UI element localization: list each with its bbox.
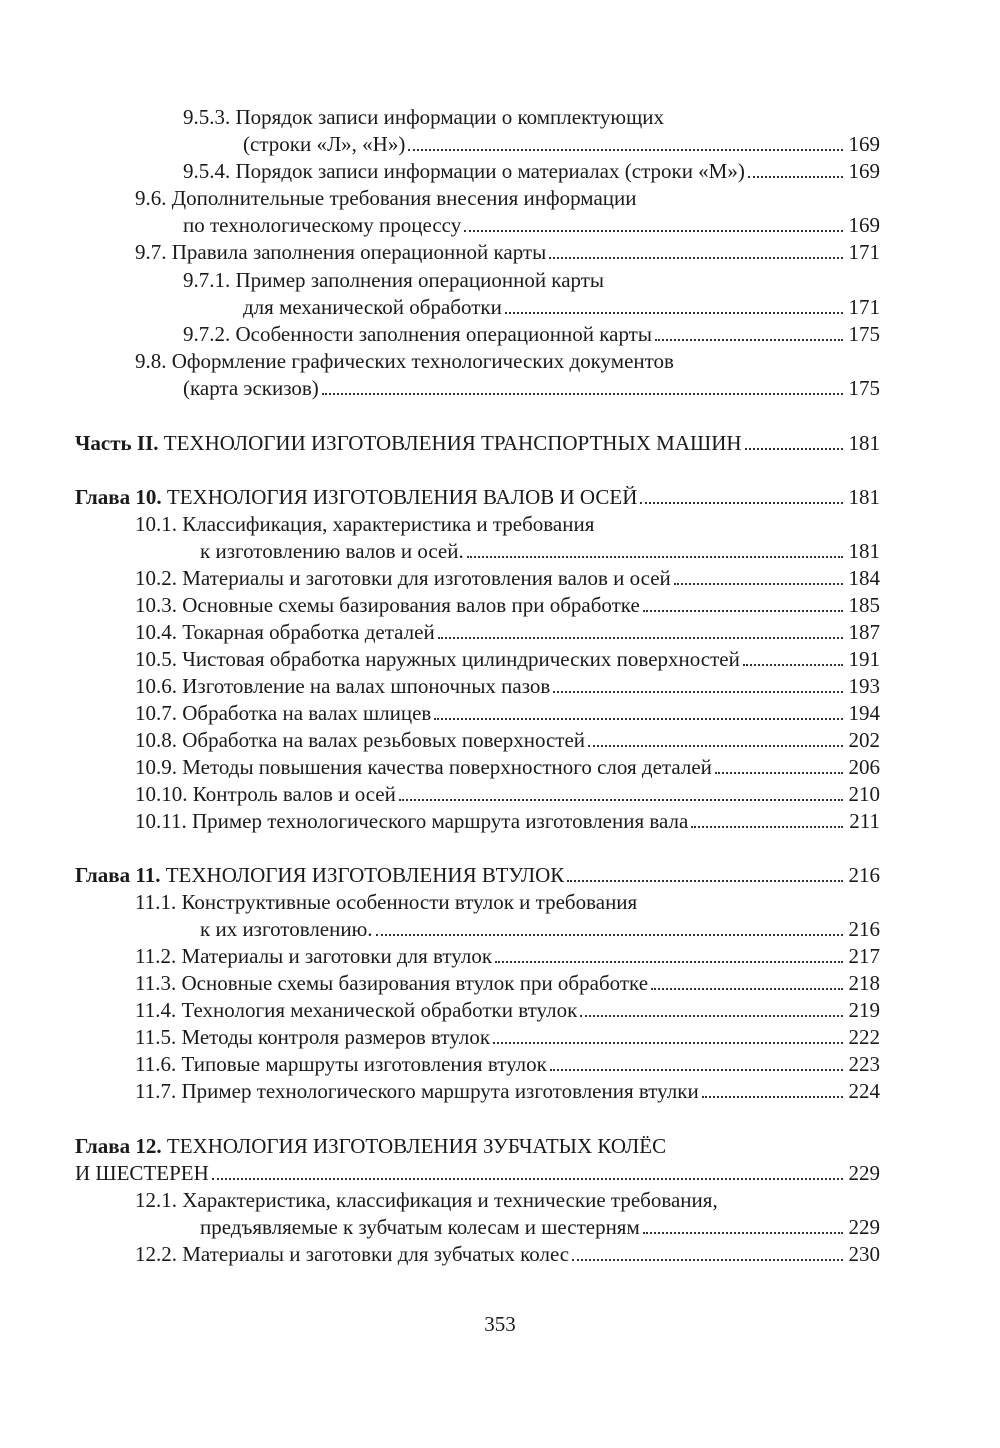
dot-leader [572,1259,843,1261]
toc-entry-29 [135,970,880,996]
toc-entry-24 [135,808,880,834]
toc-entry-page: 216 [848,863,880,887]
toc-entry-title: 10.8. Обработка на валах резьбовых поверхностей [135,728,586,752]
toc-entry-28 [135,943,880,969]
toc-entry-9 [135,348,674,374]
dot-leader [743,664,843,666]
dot-leader [588,745,843,747]
toc-entry-title: 12.2. Материалы и заготовки для зубчатых колес [135,1242,570,1266]
dot-leader [464,230,843,232]
toc-entry-title: 11.4. Технология механической обработки втулок [135,998,578,1022]
toc-entry-page: 175 [848,376,880,400]
toc-entry-title: 9.7.2. Особенности заполнения операционной карты [183,322,652,346]
toc-entry-title: 10.10. Контроль валов и осей [135,782,396,806]
toc-entry-page: 191 [848,647,880,671]
dot-leader [408,149,843,151]
toc-entry-page: 230 [848,1242,880,1266]
toc-entry-7 [243,294,880,320]
toc-entry-title: ТЕХНОЛОГИЯ ИЗГОТОВЛЕНИЯ ВТУЛОК [165,863,565,887]
toc-entry-34 [75,1133,666,1159]
toc-entry-page: 218 [848,971,880,995]
dot-leader [651,988,843,990]
toc-entry-page: 217 [848,944,880,968]
toc-entry-page: 171 [848,240,880,264]
toc-entry-page: 169 [848,132,880,156]
toc-entry-8 [183,321,880,347]
toc-entry-22 [135,754,880,780]
toc-entry-6 [183,267,604,293]
dot-leader [505,312,843,314]
toc-entry-36 [135,1187,718,1213]
toc-entry-title: для механической обработки [243,295,502,319]
toc-entry-10 [183,375,880,401]
toc-entry-label: Глава 12. [75,1134,162,1158]
dot-leader [640,502,843,504]
toc-entry-title: 10.4. Токарная обработка деталей [135,620,435,644]
toc-entry-title: 11.7. Пример технологического маршрута изготовления втулки [135,1079,699,1103]
toc-entry-2 [183,158,880,184]
dot-leader [553,691,843,693]
toc-entry-title: 10.2. Материалы и заготовки для изготовления валов и осей [135,566,671,590]
toc-entry-20 [135,700,880,726]
toc-entry-1 [243,131,880,157]
toc-entry-4 [183,212,880,238]
dot-leader [567,880,843,882]
toc-entry-page: 216 [848,917,880,941]
toc-entry-page: 169 [848,213,880,237]
dot-leader [212,1178,843,1180]
dot-leader [399,799,843,801]
toc-entry-15 [135,565,880,591]
toc-entry-page: 219 [848,998,880,1022]
toc-entry-page: 229 [848,1161,880,1185]
toc-entry-page: 181 [848,431,880,455]
toc-entry-title: 11.1. Конструктивные особенности втулок и требования [135,890,638,914]
toc-entry-page: 229 [848,1215,880,1239]
toc-entry-18 [135,646,880,672]
toc-entry-page: 206 [848,755,880,779]
toc-entry-14 [200,538,880,564]
toc-entry-title: 9.5.3. Порядок записи информации о комплектующих [183,105,665,129]
toc-entry-11 [75,430,880,456]
toc-entry-page: 184 [848,566,880,590]
toc-entry-19 [135,673,880,699]
toc-entry-page: 194 [848,701,880,725]
toc-entry-page: 211 [849,809,880,833]
toc-entry-title: 10.9. Методы повышения качества поверхностного слоя деталей [135,755,712,779]
toc-entry-page: 223 [848,1052,880,1076]
dot-leader [674,583,843,585]
toc-entry-page: 202 [848,728,880,752]
toc-entry-title: 11.5. Методы контроля размеров втулок [135,1025,491,1049]
dot-leader [655,339,843,341]
toc-entry-label: Часть II. [75,431,159,455]
toc-entry-title: 12.1. Характеристика, классификация и технические требования, [135,1188,718,1212]
page-number: 353 [484,1312,516,1336]
toc-entry-page: 224 [848,1079,880,1103]
toc-entry-title: 9.5.4. Порядок записи информации о материалах (строки «М») [183,159,745,183]
toc-entry-page: 169 [848,159,880,183]
toc-entry-title: предъявляемые к зубчатым колесам и шестерням [200,1215,640,1239]
toc-entry-12 [75,484,880,510]
toc-entry-38 [135,1241,880,1267]
dot-leader [745,448,843,450]
dot-leader [549,257,843,259]
toc-entry-page: 181 [848,485,880,509]
toc-entry-title: ТЕХНОЛОГИИ ИЗГОТОВЛЕНИЯ ТРАНСПОРТНЫХ МАШИН [163,431,742,455]
toc-entry-title: к их изготовлению. [200,917,373,941]
toc-entry-37 [200,1214,880,1240]
toc-entry-title: 10.11. Пример технологического маршрута изготовления вала [135,809,689,833]
toc-entry-33 [135,1078,880,1104]
toc-entry-21 [135,727,880,753]
toc-entry-page: 171 [848,295,880,319]
toc-entry-page: 175 [848,322,880,346]
dot-leader [643,610,843,612]
toc-entry-35 [75,1160,880,1186]
toc-entry-title: 9.8. Оформление графических технологических документов [135,349,674,373]
toc-entry-page: 210 [848,782,880,806]
toc-entry-25 [75,862,880,888]
toc-entry-page: 181 [848,539,880,563]
dot-leader [495,961,843,963]
toc-entry-23 [135,781,880,807]
toc-entry-title: 9.7.1. Пример заполнения операционной карты [183,268,605,292]
toc-entry-page: 193 [848,674,880,698]
toc-entry-label: Глава 10. [75,485,162,509]
dot-leader [643,1232,843,1234]
dot-leader [748,176,843,178]
toc-entry-5 [135,239,880,265]
dot-leader [322,393,843,395]
toc-entry-page: 185 [848,593,880,617]
dot-leader [702,1096,843,1098]
toc-entry-30 [135,997,880,1023]
toc-entry-17 [135,619,880,645]
dot-leader [493,1042,843,1044]
toc-entry-27 [200,916,880,942]
toc-entry-title: ТЕХНОЛОГИЯ ИЗГОТОВЛЕНИЯ ЗУБЧАТЫХ КОЛЁС [166,1134,667,1158]
toc-entry-title: И ШЕСТЕРЕН [75,1161,209,1185]
toc-entry-title: 10.6. Изготовление на валах шпоночных пазов [135,674,551,698]
toc-entry-31 [135,1024,880,1050]
toc-entry-0 [183,104,664,130]
toc-entry-title: 11.6. Типовые маршруты изготовления втулок [135,1052,547,1076]
toc-entry-title: 10.1. Классификация, характеристика и требования [135,512,595,536]
toc-entry-title: 10.7. Обработка на валах шлицев [135,701,432,725]
dot-leader [715,772,843,774]
toc-entry-26 [135,889,637,915]
toc-entry-title: 11.2. Материалы и заготовки для втулок [135,944,493,968]
toc-entry-title: (строки «Л», «Н») [243,132,406,156]
toc-entry-title: 9.7. Правила заполнения операционной карты [135,240,547,264]
toc-entry-title: (карта эскизов) [183,376,319,400]
dot-leader [376,934,843,936]
toc-entry-title: к изготовлению валов и осей. [200,539,464,563]
toc-entry-title: ТЕХНОЛОГИЯ ИЗГОТОВЛЕНИЯ ВАЛОВ И ОСЕЙ [166,485,638,509]
dot-leader [438,637,843,639]
dot-leader [580,1015,843,1017]
dot-leader [467,556,843,558]
toc-entry-13 [135,511,594,537]
toc-entry-title: 10.3. Основные схемы базирования валов при обработке [135,593,640,617]
toc-entry-title: 11.3. Основные схемы базирования втулок при обработке [135,971,649,995]
toc-entry-title: 9.6. Дополнительные требования внесения информации [135,186,637,210]
dot-leader [691,826,843,828]
toc-entry-label: Глава 11. [75,863,161,887]
toc-entry-title: 10.5. Чистовая обработка наружных цилиндрических поверхностей [135,647,740,671]
dot-leader [434,718,843,720]
toc-entry-title: по технологическому процессу [183,213,462,237]
toc-entry-page: 187 [848,620,880,644]
toc-entry-16 [135,592,880,618]
toc-entry-3 [135,185,636,211]
toc-entry-32 [135,1051,880,1077]
toc-entry-page: 222 [848,1025,880,1049]
dot-leader [550,1069,843,1071]
